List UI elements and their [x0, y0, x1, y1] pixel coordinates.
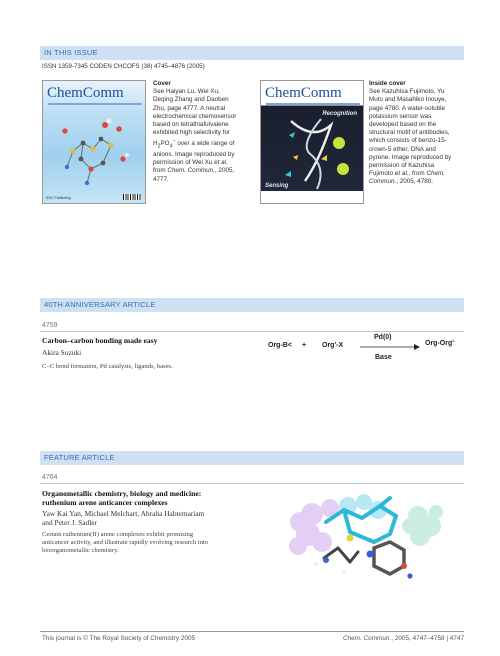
anniversary-rule: [40, 331, 464, 332]
issn-line: ISSN 1359-7345 CODEN CHCOFS (38) 4745–4876 (2005): [42, 63, 205, 70]
footer-copyright: This journal is © The Royal Society of Chemistry 2005: [42, 635, 196, 642]
cover-caption-text: See Haiyan Lu, Wei Xu, Deqing Zhang and Daoben Zhu, page 4777. A neutral electrochemical chemosensor based on tetrathiafulvalene exhibited high selectivity for $H_2PO_4^-$ over a wide range of anions. Image reproduced by permission of Wei Xu et al, from Chem. Commun., 2005, 4777.: [153, 88, 237, 183]
plus-sign: +: [302, 342, 307, 349]
inside-cover-footer-strip: [261, 191, 364, 203]
inside-cover-heading: Inside cover: [369, 80, 406, 87]
feature-page: 4764: [42, 474, 58, 481]
feature-title-line-1[interactable]: Organometallic chemistry, biology and medicine:: [42, 489, 202, 498]
product: Org-Org': [425, 340, 454, 347]
cover-heading: Cover: [153, 80, 171, 87]
feature-desc-line-1: Certain ruthenium(II) arene complexes exhibit promising: [42, 531, 194, 538]
in-this-issue-heading: IN THIS ISSUE: [40, 46, 464, 60]
feature-desc-line-2: anticancer activity, and illustrate rapidly evolving research into: [42, 539, 209, 546]
feature-authors-line-2: and Peter J. Sadler: [42, 518, 98, 527]
inside-cover-caption: [369, 80, 457, 187]
base-label: Base: [375, 354, 392, 361]
anniversary-title[interactable]: Carbon–carbon bonding made easy: [42, 336, 158, 345]
footer-citation: Chem. Commun., 2005, 4747–4758 | 4747: [342, 635, 464, 642]
recognition-label: Recognition: [322, 111, 357, 117]
catalyst-label: Pd(0): [374, 334, 392, 341]
inside-cover-image[interactable]: [260, 80, 364, 204]
feature-heading: FEATURE ARTICLE: [40, 451, 464, 465]
reaction-arrow: [360, 343, 420, 351]
cover-image[interactable]: [42, 80, 146, 204]
cover-caption: [153, 80, 241, 184]
barcode: [123, 194, 141, 200]
feature-title-line-2[interactable]: ruthenium arene anticancer complexes: [42, 498, 168, 507]
cover-image-title: ChemComm: [47, 85, 124, 101]
inside-cover-image-title: ChemComm: [265, 85, 342, 101]
anniversary-page: 4759: [42, 322, 58, 329]
feature-authors-line-1: Yaw Kai Yan, Michael Melchart, Abraha Habtemariam: [42, 509, 205, 518]
feature-rule: [40, 483, 464, 484]
feature-desc-line-3: bioorganometallic chemistry.: [42, 547, 119, 554]
publisher-logo: RSC Publishing: [46, 196, 71, 200]
inside-cover-caption-text: See Kazuhisa Fujimoto, Yu Muto and Masahiko Inouye, page 4780. A water-soluble potassium sensor was developed based on the structural motif of antibodies, which consists of benzo-15-crown-5 ether, DNA and pyrene. Image reproduced by permission of Kazuhisa Fujimoto et al., from Chem. Commun., 2005, 4780.: [369, 88, 452, 186]
molecule-graphic: [43, 81, 146, 204]
anniversary-authors: Akira Suzuki: [42, 348, 82, 357]
anniversary-description: C–C bond formation, Pd catalysts, ligands, bases.: [42, 363, 173, 370]
ruthenium-complex-graphic: [278, 492, 448, 588]
footer-rule: [40, 631, 464, 632]
reactant-1: Org-B<: [268, 342, 292, 349]
anniversary-heading: 40TH ANNIVERSARY ARTICLE: [40, 298, 464, 312]
sensing-label: Sensing: [265, 183, 289, 189]
reactant-2: Org'-X: [322, 342, 344, 349]
